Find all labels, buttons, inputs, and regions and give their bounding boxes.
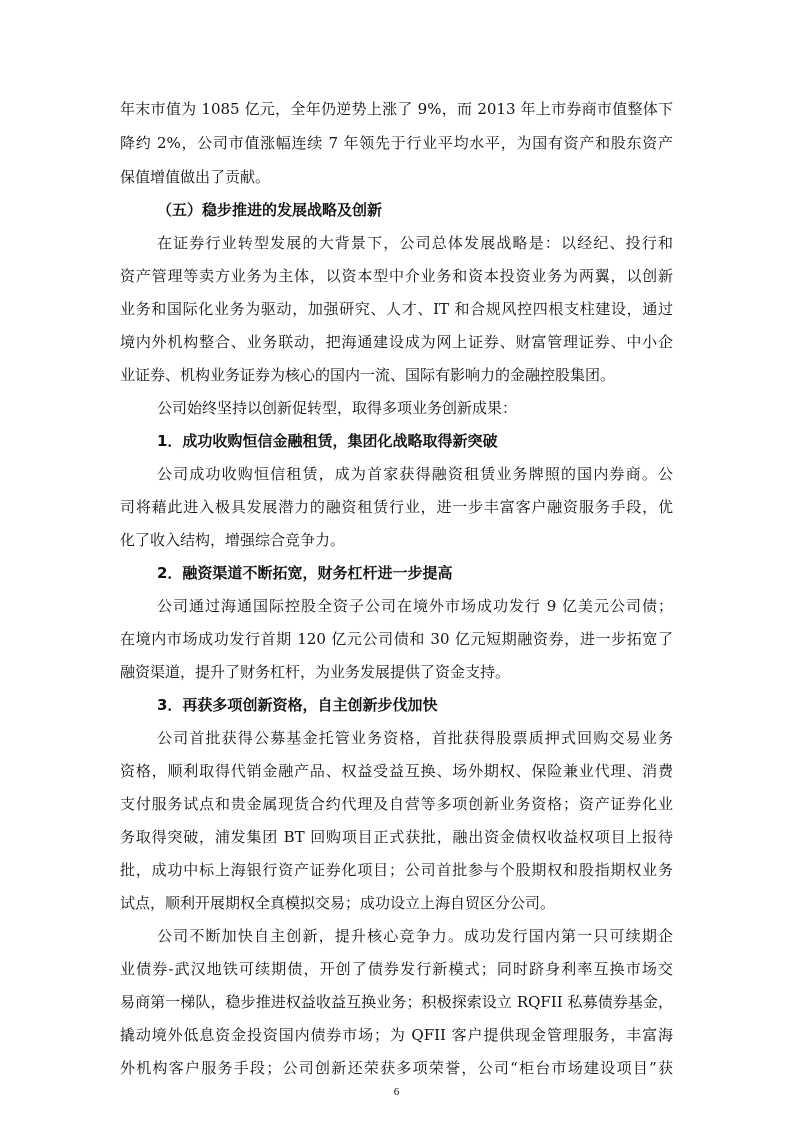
text-line: 化了收入结构，增强综合竞争力。: [120, 531, 346, 549]
text-line: 资产管理等卖方业务为主体，以资本型中介业务和资本投资业务为两翼，以创新: [120, 267, 673, 285]
subsection-heading: 2．融资渠道不断拓宽，财务杠杆进一步提高: [157, 564, 453, 582]
text-line: 司将藉此进入极具发展潜力的融资租赁行业，进一步丰富客户融资服务手段，优: [120, 498, 673, 516]
page-number: 6: [393, 1086, 400, 1098]
text-line: 务取得突破，浦发集团 BT 回购项目正式获批，融出资金债权收益权项目上报待: [120, 828, 673, 846]
text-line: 年末市值为 1085 亿元，全年仍逆势上涨了 9%，而 2013 年上市券商市值整体下: [120, 100, 673, 118]
text-line: 降约 2%，公司市值涨幅连续 7 年领先于行业平均水平，为国有资产和股东资产: [120, 134, 673, 152]
text-line: 保值增值做出了贡献。: [120, 168, 271, 186]
text-line: 支付服务试点和贵金属现货合约代理及自营等多项创新业务资格；资产证券化业: [120, 795, 673, 813]
text-line: 批，成功中标上海银行资产证券化项目；公司首批参与个股期权和股指期权业务: [120, 861, 673, 879]
text-line: 业债券-武汉地铁可续期债，开创了债券发行新模式；同时跻身利率互换市场交: [120, 960, 673, 978]
subsection-heading: 3．再获多项创新资格，自主创新步伐加快: [157, 696, 438, 714]
text-line: 公司不断加快自主创新，提升核心竞争力。成功发行国内第一只可续期企: [157, 927, 673, 945]
text-line: 试点，顺利开展期权全真模拟交易；成功设立上海自贸区分公司。: [120, 894, 556, 912]
text-line: 业证券、机构业务证券为核心的国内一流、国际有影响力的金融控股集团。: [120, 366, 616, 384]
subsection-heading: 1．成功收购恒信金融租赁，集团化战略取得新突破: [157, 432, 498, 450]
text-line: 公司首批获得公募基金托管业务资格，首批获得股票质押式回购交易业务: [157, 729, 673, 747]
text-line: 易商第一梯队，稳步推进权益收益互换业务；积极探索设立 RQFII 私募债券基金，: [120, 993, 673, 1011]
text-line: 资格，顺利取得代销金融产品、权益受益互换、场外期权、保险兼业代理、消费: [120, 762, 673, 780]
text-line: 撬动境外低息资金投资国内债券市场；为 QFII 客户提供现金管理服务，丰富海: [120, 1026, 673, 1044]
text-line: 公司通过海通国际控股全资子公司在境外市场成功发行 9 亿美元公司债；: [157, 597, 673, 615]
text-line: 外机构客户服务手段；公司创新还荣获多项荣誉，公司“柜台市场建设项目”获: [120, 1059, 673, 1077]
text-line: 在证券行业转型发展的大背景下，公司总体发展战略是：以经纪、投行和: [157, 234, 673, 252]
text-line: 公司始终坚持以创新促转型，取得多项业务创新成果：: [157, 399, 518, 417]
text-line: 公司成功收购恒信租赁，成为首家获得融资租赁业务牌照的国内券商。公: [157, 465, 673, 483]
section-heading: （五）稳步推进的发展战略及创新: [157, 201, 383, 219]
text-line: 业务和国际化业务为驱动，加强研究、人才、IT 和合规风控四根支柱建设，通过: [120, 300, 673, 318]
text-line: 境内外机构整合、业务联动，把海通建设成为网上证券、财富管理证券、中小企: [120, 333, 673, 351]
text-line: 融资渠道，提升了财务杠杆，为业务发展提供了资金支持。: [120, 663, 511, 681]
text-line: 在境内市场成功发行首期 120 亿元公司债和 30 亿元短期融资券，进一步拓宽了: [120, 630, 673, 648]
